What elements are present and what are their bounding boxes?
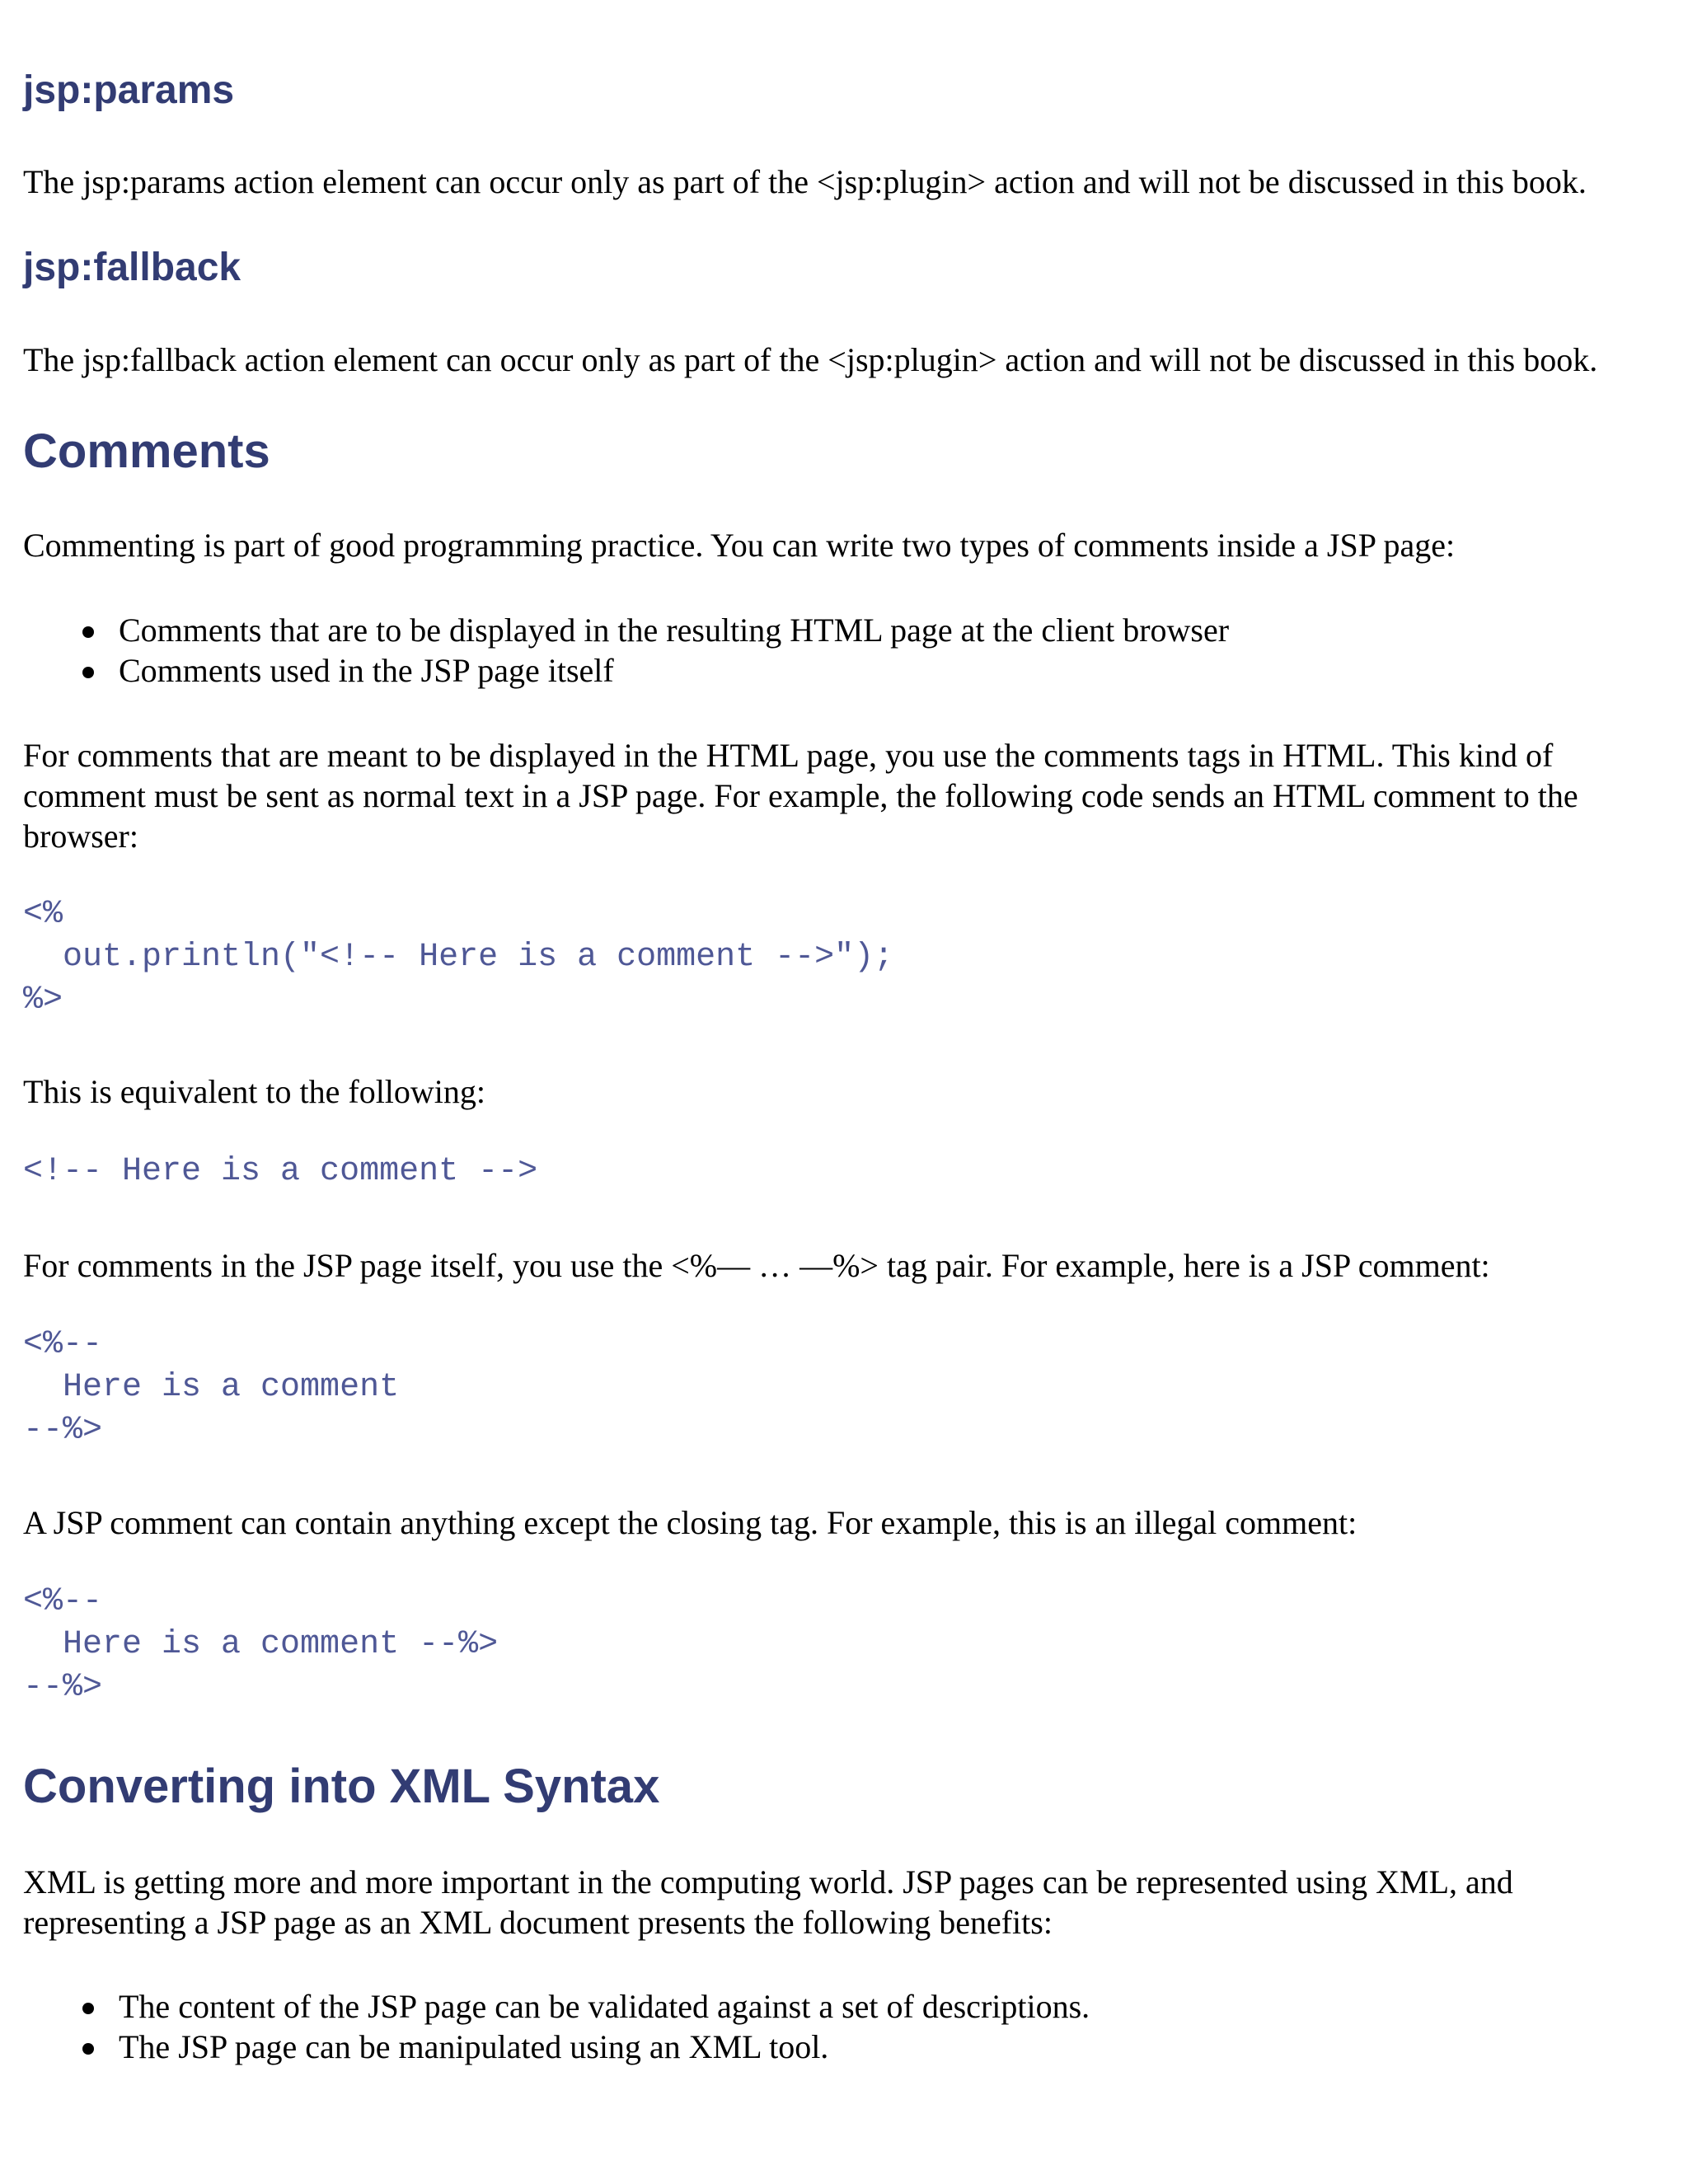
list-item-text: Comments that are to be displayed in the resulting HTML page at the client browser bbox=[119, 612, 1230, 649]
paragraph-comments-intro: Commenting is part of good programming practice. You can write two types of comments inside a JSP page: bbox=[23, 527, 1456, 564]
paragraph-xml-intro-line-2: representing a JSP page as an XML document presents the following benefits: bbox=[23, 1904, 1053, 1941]
bullet-icon bbox=[82, 2003, 94, 2014]
bullet-icon bbox=[82, 667, 94, 678]
paragraph-jsp-fallback: The jsp:fallback action element can occur only as part of the <jsp:plugin> action and will not be discussed in this book. bbox=[23, 341, 1598, 378]
comments-bullet-list bbox=[82, 610, 1229, 691]
heading-converting-xml: Converting into XML Syntax bbox=[23, 1760, 660, 1813]
list-item bbox=[82, 2027, 1090, 2067]
paragraph-equivalent: This is equivalent to the following: bbox=[23, 1073, 486, 1110]
list-item bbox=[82, 610, 1229, 650]
list-item-text: Comments used in the JSP page itself bbox=[119, 652, 614, 689]
paragraph-xml-intro-line-1: XML is getting more and more important in the computing world. JSP pages can be represented using XML, and bbox=[23, 1863, 1513, 1900]
code-block-jsp-comment: <%-- Here is a comment --%> bbox=[23, 1326, 400, 1449]
heading-jsp-fallback: jsp:fallback bbox=[23, 246, 241, 289]
paragraph-html-comments-line-2: comment must be sent as normal text in a JSP page. For example, the following code sends an HTML comment to the bbox=[23, 777, 1578, 814]
code-block-out-println: <% out.println("<!-- Here is a comment -->"); %> bbox=[23, 896, 894, 1019]
paragraph-jsp-params: The jsp:params action element can occur only as part of the <jsp:plugin> action and will not be discussed in this book. bbox=[23, 163, 1587, 200]
paragraph-illegal-comment: A JSP comment can contain anything except the closing tag. For example, this is an illegal comment: bbox=[23, 1504, 1357, 1541]
code-block-illegal-comment: <%-- Here is a comment --%> --%> bbox=[23, 1583, 499, 1706]
list-item bbox=[82, 650, 1229, 691]
list-item-text: The content of the JSP page can be validated against a set of descriptions. bbox=[119, 1988, 1090, 2025]
list-item bbox=[82, 1986, 1090, 2027]
list-item-text: The JSP page can be manipulated using an XML tool. bbox=[119, 2028, 829, 2065]
bullet-icon bbox=[82, 2043, 94, 2055]
code-block-html-comment: <!-- Here is a comment --> bbox=[23, 1153, 538, 1190]
paragraph-html-comments-line-3: browser: bbox=[23, 818, 138, 855]
bullet-icon bbox=[82, 626, 94, 638]
paragraph-html-comments-line-1: For comments that are meant to be displayed in the HTML page, you use the comments tags in HTML. This kind of bbox=[23, 737, 1554, 774]
heading-jsp-params: jsp:params bbox=[23, 68, 235, 112]
heading-comments: Comments bbox=[23, 424, 270, 478]
paragraph-jsp-comment: For comments in the JSP page itself, you use the <%— … —%> tag pair. For example, here is a JSP comment: bbox=[23, 1247, 1490, 1284]
xml-bullet-list bbox=[82, 1986, 1090, 2067]
